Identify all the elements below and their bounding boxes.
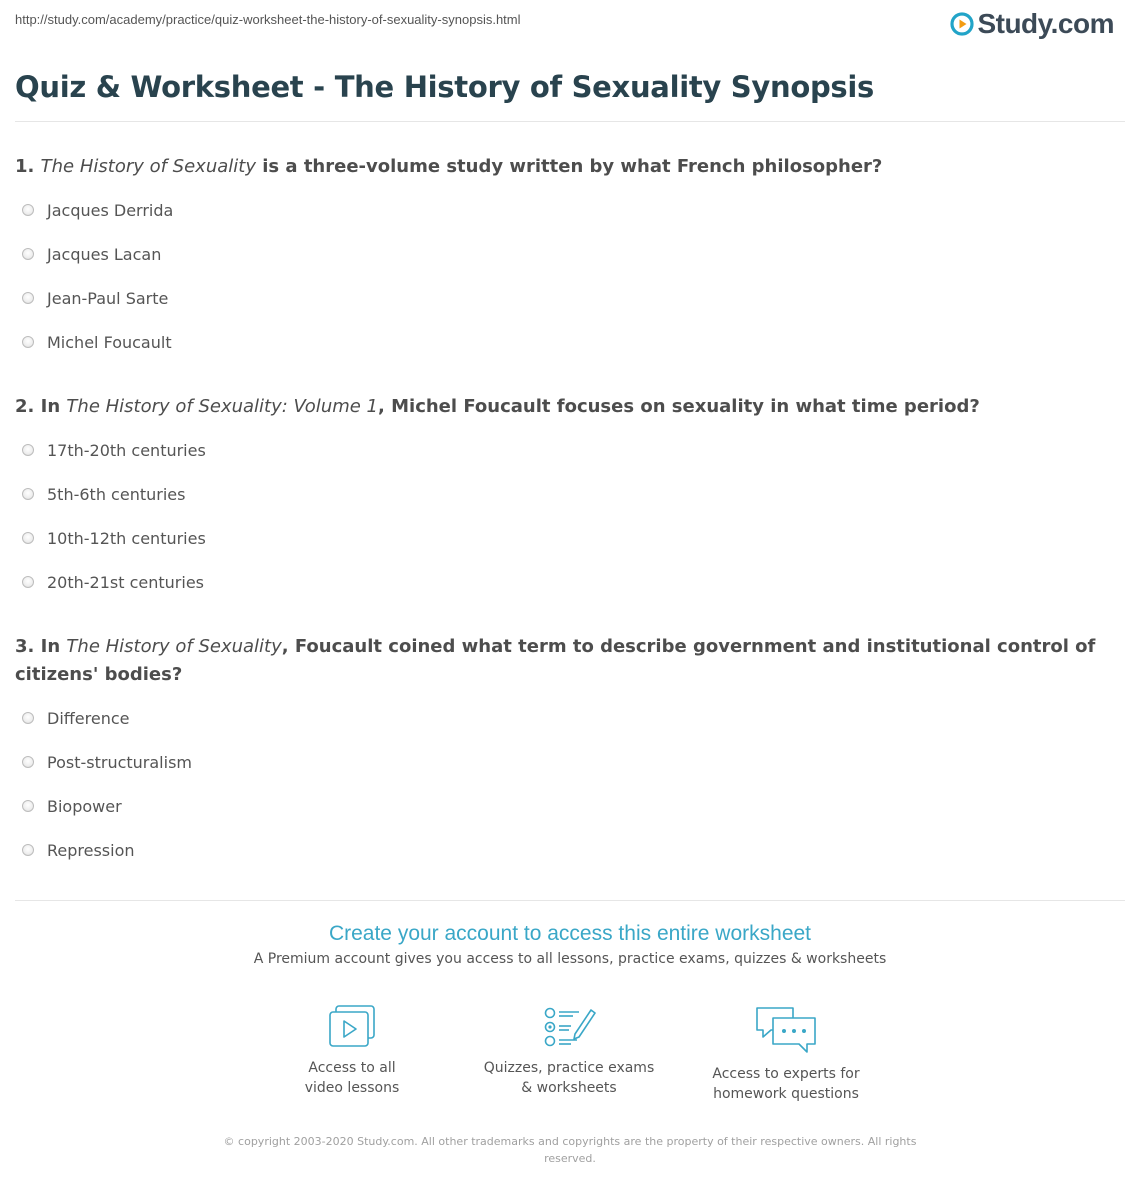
answer-option[interactable] xyxy=(22,188,173,232)
radio-button[interactable] xyxy=(22,576,34,588)
video-lessons-icon xyxy=(326,1004,378,1050)
answer-label: Michel Foucault xyxy=(47,332,172,352)
question-text: is a three-volume study written by what French philosopher? xyxy=(256,156,883,177)
answer-list-1 xyxy=(22,188,173,364)
question-1 xyxy=(15,153,1105,181)
page-url: http://study.com/academy/practice/quiz-worksheet-the-history-of-sexuality-synopsis.html xyxy=(15,12,521,27)
quiz-checklist-icon xyxy=(541,1004,597,1050)
answer-option[interactable] xyxy=(22,696,192,740)
question-2 xyxy=(15,393,1105,421)
copyright-line-1: © copyright 2003-2020 Study.com. All other trademarks and copyrights are the property of their respective owners. All rights xyxy=(223,1135,917,1148)
radio-button[interactable] xyxy=(22,204,34,216)
question-text: , Michel Foucault focuses on sexuality in what time period? xyxy=(378,396,980,417)
feature-line-2: homework questions xyxy=(713,1086,859,1102)
question-text: , Foucault coined what term to describe government and institutional control of citizens' bodies? xyxy=(15,636,1096,685)
top-bar xyxy=(0,0,1140,50)
answer-label: 10th-12th centuries xyxy=(47,528,206,548)
answer-label: Repression xyxy=(47,840,135,860)
logo-text: Study.com xyxy=(977,8,1114,39)
radio-button[interactable] xyxy=(22,532,34,544)
answer-label: Difference xyxy=(47,708,130,728)
create-account-cta xyxy=(0,922,1140,967)
radio-button[interactable] xyxy=(22,336,34,348)
radio-button[interactable] xyxy=(22,444,34,456)
feature-text xyxy=(252,1058,452,1098)
feature-line-2: & worksheets xyxy=(521,1080,617,1096)
feature-line-1: Access to all xyxy=(308,1060,396,1076)
feature-text xyxy=(469,1058,669,1098)
radio-button[interactable] xyxy=(22,712,34,724)
radio-button[interactable] xyxy=(22,488,34,500)
title-divider xyxy=(15,121,1125,122)
question-italic-title: The History of Sexuality: Volume 1 xyxy=(66,396,379,417)
answer-option[interactable] xyxy=(22,276,173,320)
copyright-line-2: reserved. xyxy=(544,1152,596,1165)
answer-label: Post-structuralism xyxy=(47,752,192,772)
feature-quizzes xyxy=(469,1004,669,1098)
answer-label: Jacques Lacan xyxy=(47,244,162,264)
answer-label: Jean-Paul Sarte xyxy=(47,288,169,308)
answer-option[interactable] xyxy=(22,428,206,472)
radio-button[interactable] xyxy=(22,756,34,768)
chat-bubbles-icon xyxy=(753,1004,819,1056)
answer-label: 20th-21st centuries xyxy=(47,572,204,592)
answer-option[interactable] xyxy=(22,740,192,784)
play-circle-icon xyxy=(950,12,974,36)
question-number: 1. xyxy=(15,156,35,177)
feature-experts xyxy=(686,1004,886,1104)
answer-option[interactable] xyxy=(22,320,173,364)
answer-option[interactable] xyxy=(22,784,192,828)
answer-label: Jacques Derrida xyxy=(47,200,174,220)
question-number: 3. xyxy=(15,636,35,657)
answer-option[interactable] xyxy=(22,828,192,872)
feature-line-2: video lessons xyxy=(304,1080,400,1096)
answer-option[interactable] xyxy=(22,232,173,276)
cta-divider xyxy=(15,900,1125,901)
answer-list-2 xyxy=(22,428,206,604)
study-logo[interactable] xyxy=(950,8,1114,40)
feature-text xyxy=(686,1064,886,1104)
radio-button[interactable] xyxy=(22,844,34,856)
question-3 xyxy=(15,633,1105,689)
radio-button[interactable] xyxy=(22,292,34,304)
question-pre: In xyxy=(34,636,67,657)
answer-option[interactable] xyxy=(22,560,206,604)
radio-button[interactable] xyxy=(22,800,34,812)
page-title: Quiz & Worksheet - The History of Sexuality Synopsis xyxy=(15,70,874,104)
question-number: 2. xyxy=(15,396,35,417)
answer-option[interactable] xyxy=(22,516,206,560)
answer-option[interactable] xyxy=(22,472,206,516)
radio-button[interactable] xyxy=(22,248,34,260)
copyright-notice xyxy=(210,1133,930,1167)
question-pre: In xyxy=(34,396,67,417)
feature-line-1: Quizzes, practice exams xyxy=(483,1060,655,1076)
feature-line-1: Access to experts for xyxy=(712,1066,860,1082)
question-italic-title: The History of Sexuality xyxy=(66,636,282,657)
question-italic-title: The History of Sexuality xyxy=(40,156,256,177)
answer-label: 17th-20th centuries xyxy=(47,440,206,460)
cta-title-link[interactable]: Create your account to access this entire worksheet xyxy=(328,922,812,945)
answer-list-3 xyxy=(22,696,192,872)
answer-label: Biopower xyxy=(47,796,122,816)
feature-video-lessons xyxy=(252,1004,452,1098)
cta-subtitle: A Premium account gives you access to all lessons, practice exams, quizzes & worksheets xyxy=(253,951,887,967)
answer-label: 5th-6th centuries xyxy=(47,484,186,504)
